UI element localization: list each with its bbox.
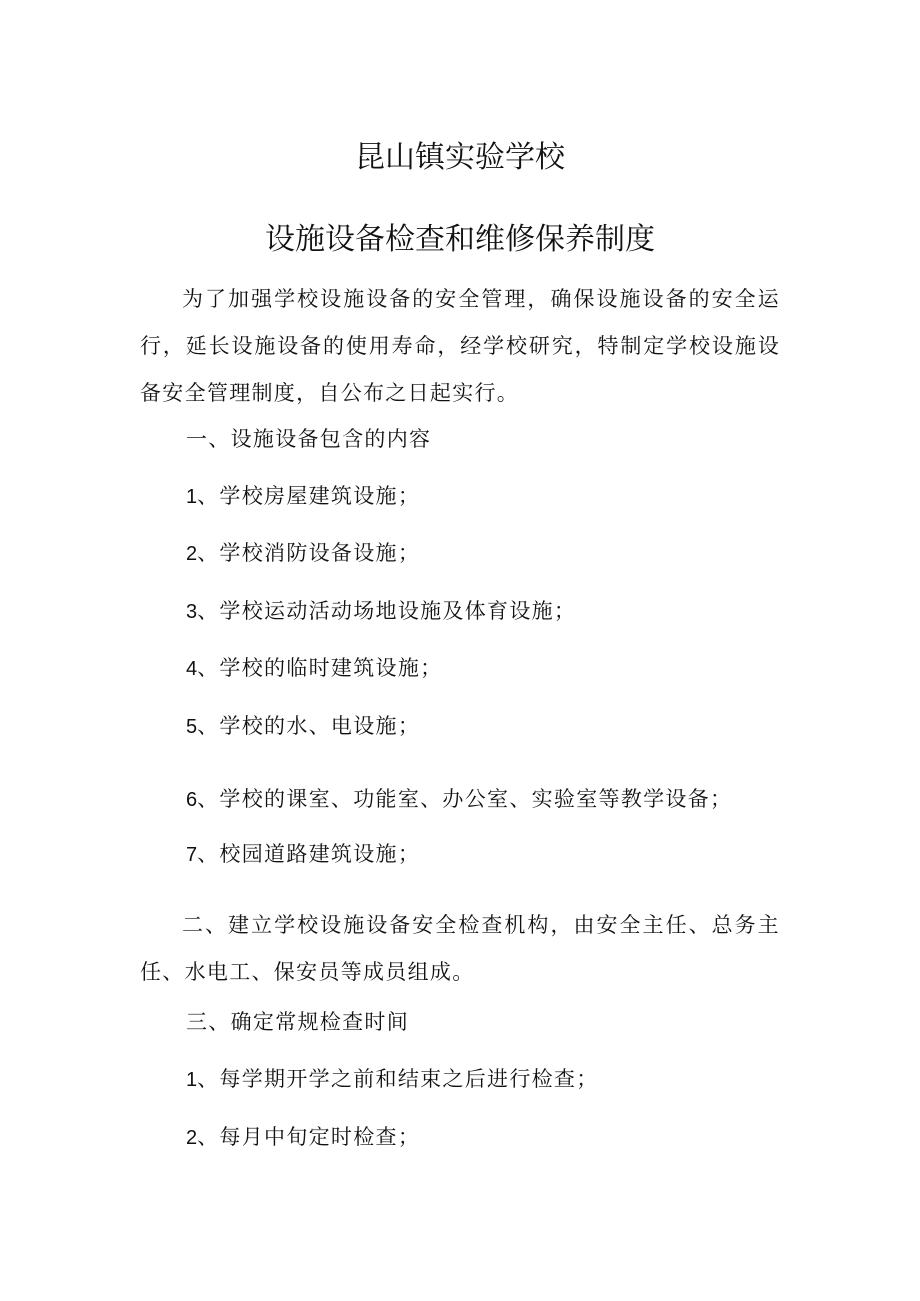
item-number: 6	[186, 789, 198, 811]
document-title-school: 昆山镇实验学校	[355, 140, 565, 175]
item-text: 、学校房屋建筑设施；	[197, 484, 421, 508]
section1-item	[186, 838, 786, 871]
item-number: 1	[186, 1069, 198, 1091]
document-title-policy: 设施设备检查和维修保养制度	[265, 222, 655, 257]
section1-item	[186, 710, 786, 743]
item-number: 5	[186, 716, 198, 738]
section1-item	[186, 537, 786, 570]
item-number: 3	[186, 601, 198, 623]
section3-item	[186, 1063, 786, 1096]
item-text: 、校园道路建筑设施；	[197, 842, 421, 866]
section3-heading: 三、确定常规检查时间	[186, 1010, 409, 1034]
intro-paragraph: 为了加强学校设施设备的安全管理，确保设施设备的安全运行，延长设施设备的使用寿命，经学校研究，特制定学校设施设备安全管理制度，自公布之日起实行。	[140, 287, 780, 405]
item-text: 、学校的课室、功能室、办公室、实验室等教学设备；	[197, 787, 733, 811]
item-text: 、每学期开学之前和结束之后进行检查；	[197, 1067, 599, 1091]
section1-heading: 一、设施设备包含的内容	[186, 427, 432, 451]
item-number: 4	[186, 658, 198, 680]
item-text: 、学校的临时建筑设施；	[197, 656, 443, 680]
item-number: 7	[186, 844, 198, 866]
section1-item	[186, 480, 786, 513]
item-number: 2	[186, 543, 198, 565]
item-number: 1	[186, 486, 198, 508]
section3-item	[186, 1121, 786, 1154]
section1-item	[186, 652, 786, 685]
section2-paragraph: 二、建立学校设施设备安全检查机构，由安全主任、总务主任、水电工、保安员等成员组成。	[140, 913, 780, 984]
section1-item	[186, 595, 786, 628]
item-text: 、学校的水、电设施；	[197, 714, 421, 738]
section1-item	[186, 783, 786, 816]
item-text: 、学校消防设备设施；	[197, 541, 421, 565]
item-text: 、每月中旬定时检查；	[197, 1125, 421, 1149]
item-text: 、学校运动活动场地设施及体育设施；	[197, 599, 577, 623]
item-number: 2	[186, 1127, 198, 1149]
